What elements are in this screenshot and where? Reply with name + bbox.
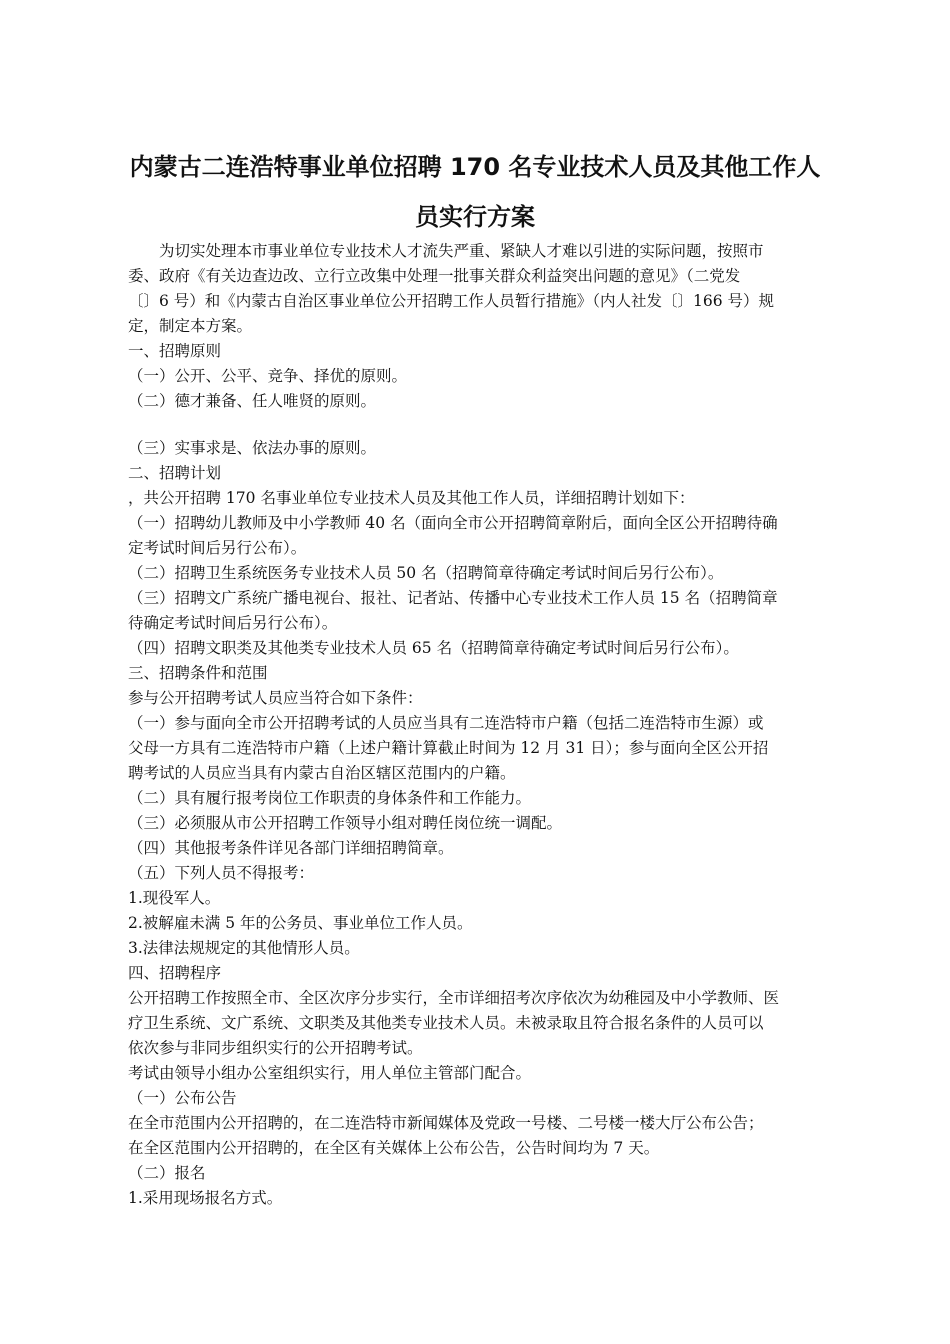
section-heading: 三、招聘条件和范围 <box>128 664 268 682</box>
paragraph-line: 待确定考试时间后另行公布）。 <box>128 614 338 632</box>
paragraph-line: （四）招聘文职类及其他类专业技术人员 65 名（招聘简章待确定考试时间后另行公布）。 <box>128 639 739 657</box>
paragraph-line: （二）招聘卫生系统医务专业技术人员 50 名（招聘简章待确定考试时间后另行公布）。 <box>128 564 724 582</box>
paragraph-line: （四）其他报考条件详见各部门详细招聘简章。 <box>128 839 454 857</box>
paragraph-line: （三）必须服从市公开招聘工作领导小组对聘任岗位统一调配。 <box>128 814 563 832</box>
paragraph-line: 定，制定本方案。 <box>128 317 253 335</box>
section-heading: 二、招聘计划 <box>128 464 222 482</box>
paragraph-line: 1.采用现场报名方式。 <box>128 1189 283 1207</box>
paragraph-line: （二）具有履行报考岗位工作职责的身体条件和工作能力。 <box>128 789 532 807</box>
paragraph-line: 参与公开招聘考试人员应当符合如下条件： <box>128 689 423 707</box>
section-heading: 一、招聘原则 <box>128 342 222 360</box>
paragraph-line: 父母一方具有二连浩特市户籍（上述户籍计算截止时间为 12 月 31 日）；参与面向全区公开招 <box>128 739 769 757</box>
paragraph-line: （二）报名 <box>128 1164 206 1182</box>
paragraph-line: （五）下列人员不得报考： <box>128 864 315 882</box>
paragraph-line: 疗卫生系统、文广系统、文职类及其他类专业技术人员。未被录取且符合报名条件的人员可以 <box>128 1014 764 1032</box>
paragraph-line: 为切实处理本市事业单位专业技术人才流失严重、紧缺人才难以引进的实际问题，按照市 <box>159 242 764 260</box>
document-title-line-2: 员实行方案 <box>415 203 535 231</box>
paragraph-line: （一）公开、公平、竞争、择优的原则。 <box>128 367 408 385</box>
paragraph-line: 考试由领导小组办公室组织实行，用人单位主管部门配合。 <box>128 1064 532 1082</box>
paragraph-line: 3.法律法规规定的其他情形人员。 <box>128 939 360 957</box>
paragraph-line: 2.被解雇未满 5 年的公务员、事业单位工作人员。 <box>128 914 473 932</box>
paragraph-line: （三）实事求是、依法办事的原则。 <box>128 439 377 457</box>
paragraph-line: 在全市范围内公开招聘的，在二连浩特市新闻媒体及党政一号楼、二号楼一楼大厅公布公告； <box>128 1114 764 1132</box>
paragraph-line: （一）参与面向全市公开招聘考试的人员应当具有二连浩特市户籍（包括二连浩特市生源）或 <box>128 714 764 732</box>
paragraph-line: 依次参与非同步组织实行的公开招聘考试。 <box>128 1039 423 1057</box>
paragraph-line: （三）招聘文广系统广播电视台、报社、记者站、传播中心专业技术工作人员 15 名（招聘简章 <box>128 589 778 607</box>
paragraph-line: （二）德才兼备、任人唯贤的原则。 <box>128 392 377 410</box>
paragraph-line: 公开招聘工作按照全市、全区次序分步实行，全市详细招考次序依次为幼稚园及中小学教师、医 <box>128 989 780 1007</box>
paragraph-line: 委、政府《有关边查边改、立行立改集中处理一批事关群众利益突出问题的意见》（二党发 <box>128 267 741 285</box>
document-body <box>128 239 828 1211</box>
paragraph-line: 在全区范围内公开招聘的，在全区有关媒体上公布公告，公告时间均为 7 天。 <box>128 1139 660 1157</box>
paragraph-line: 1.现役军人。 <box>128 889 221 907</box>
blank-gap <box>128 414 828 436</box>
paragraph-line: ，共公开招聘 170 名事业单位专业技术人员及其他工作人员，详细招聘计划如下： <box>128 489 695 507</box>
paragraph-line: 定考试时间后另行公布）。 <box>128 539 307 557</box>
paragraph-line: 〔〕6 号）和《内蒙古自治区事业单位公开招聘工作人员暂行措施》（内人社发〔〕166 号）规 <box>128 292 775 310</box>
paragraph-line: （一）招聘幼儿教师及中小学教师 40 名（面向全市公开招聘简章附后，面向全区公开招聘待确 <box>128 514 778 532</box>
document-title-line-1: 内蒙古二连浩特事业单位招聘 170 名专业技术人员及其他工作人 <box>129 153 821 181</box>
paragraph-line: （一）公布公告 <box>128 1089 237 1107</box>
section-heading: 四、招聘程序 <box>128 964 222 982</box>
paragraph-line: 聘考试的人员应当具有内蒙古自治区辖区范围内的户籍。 <box>128 764 516 782</box>
